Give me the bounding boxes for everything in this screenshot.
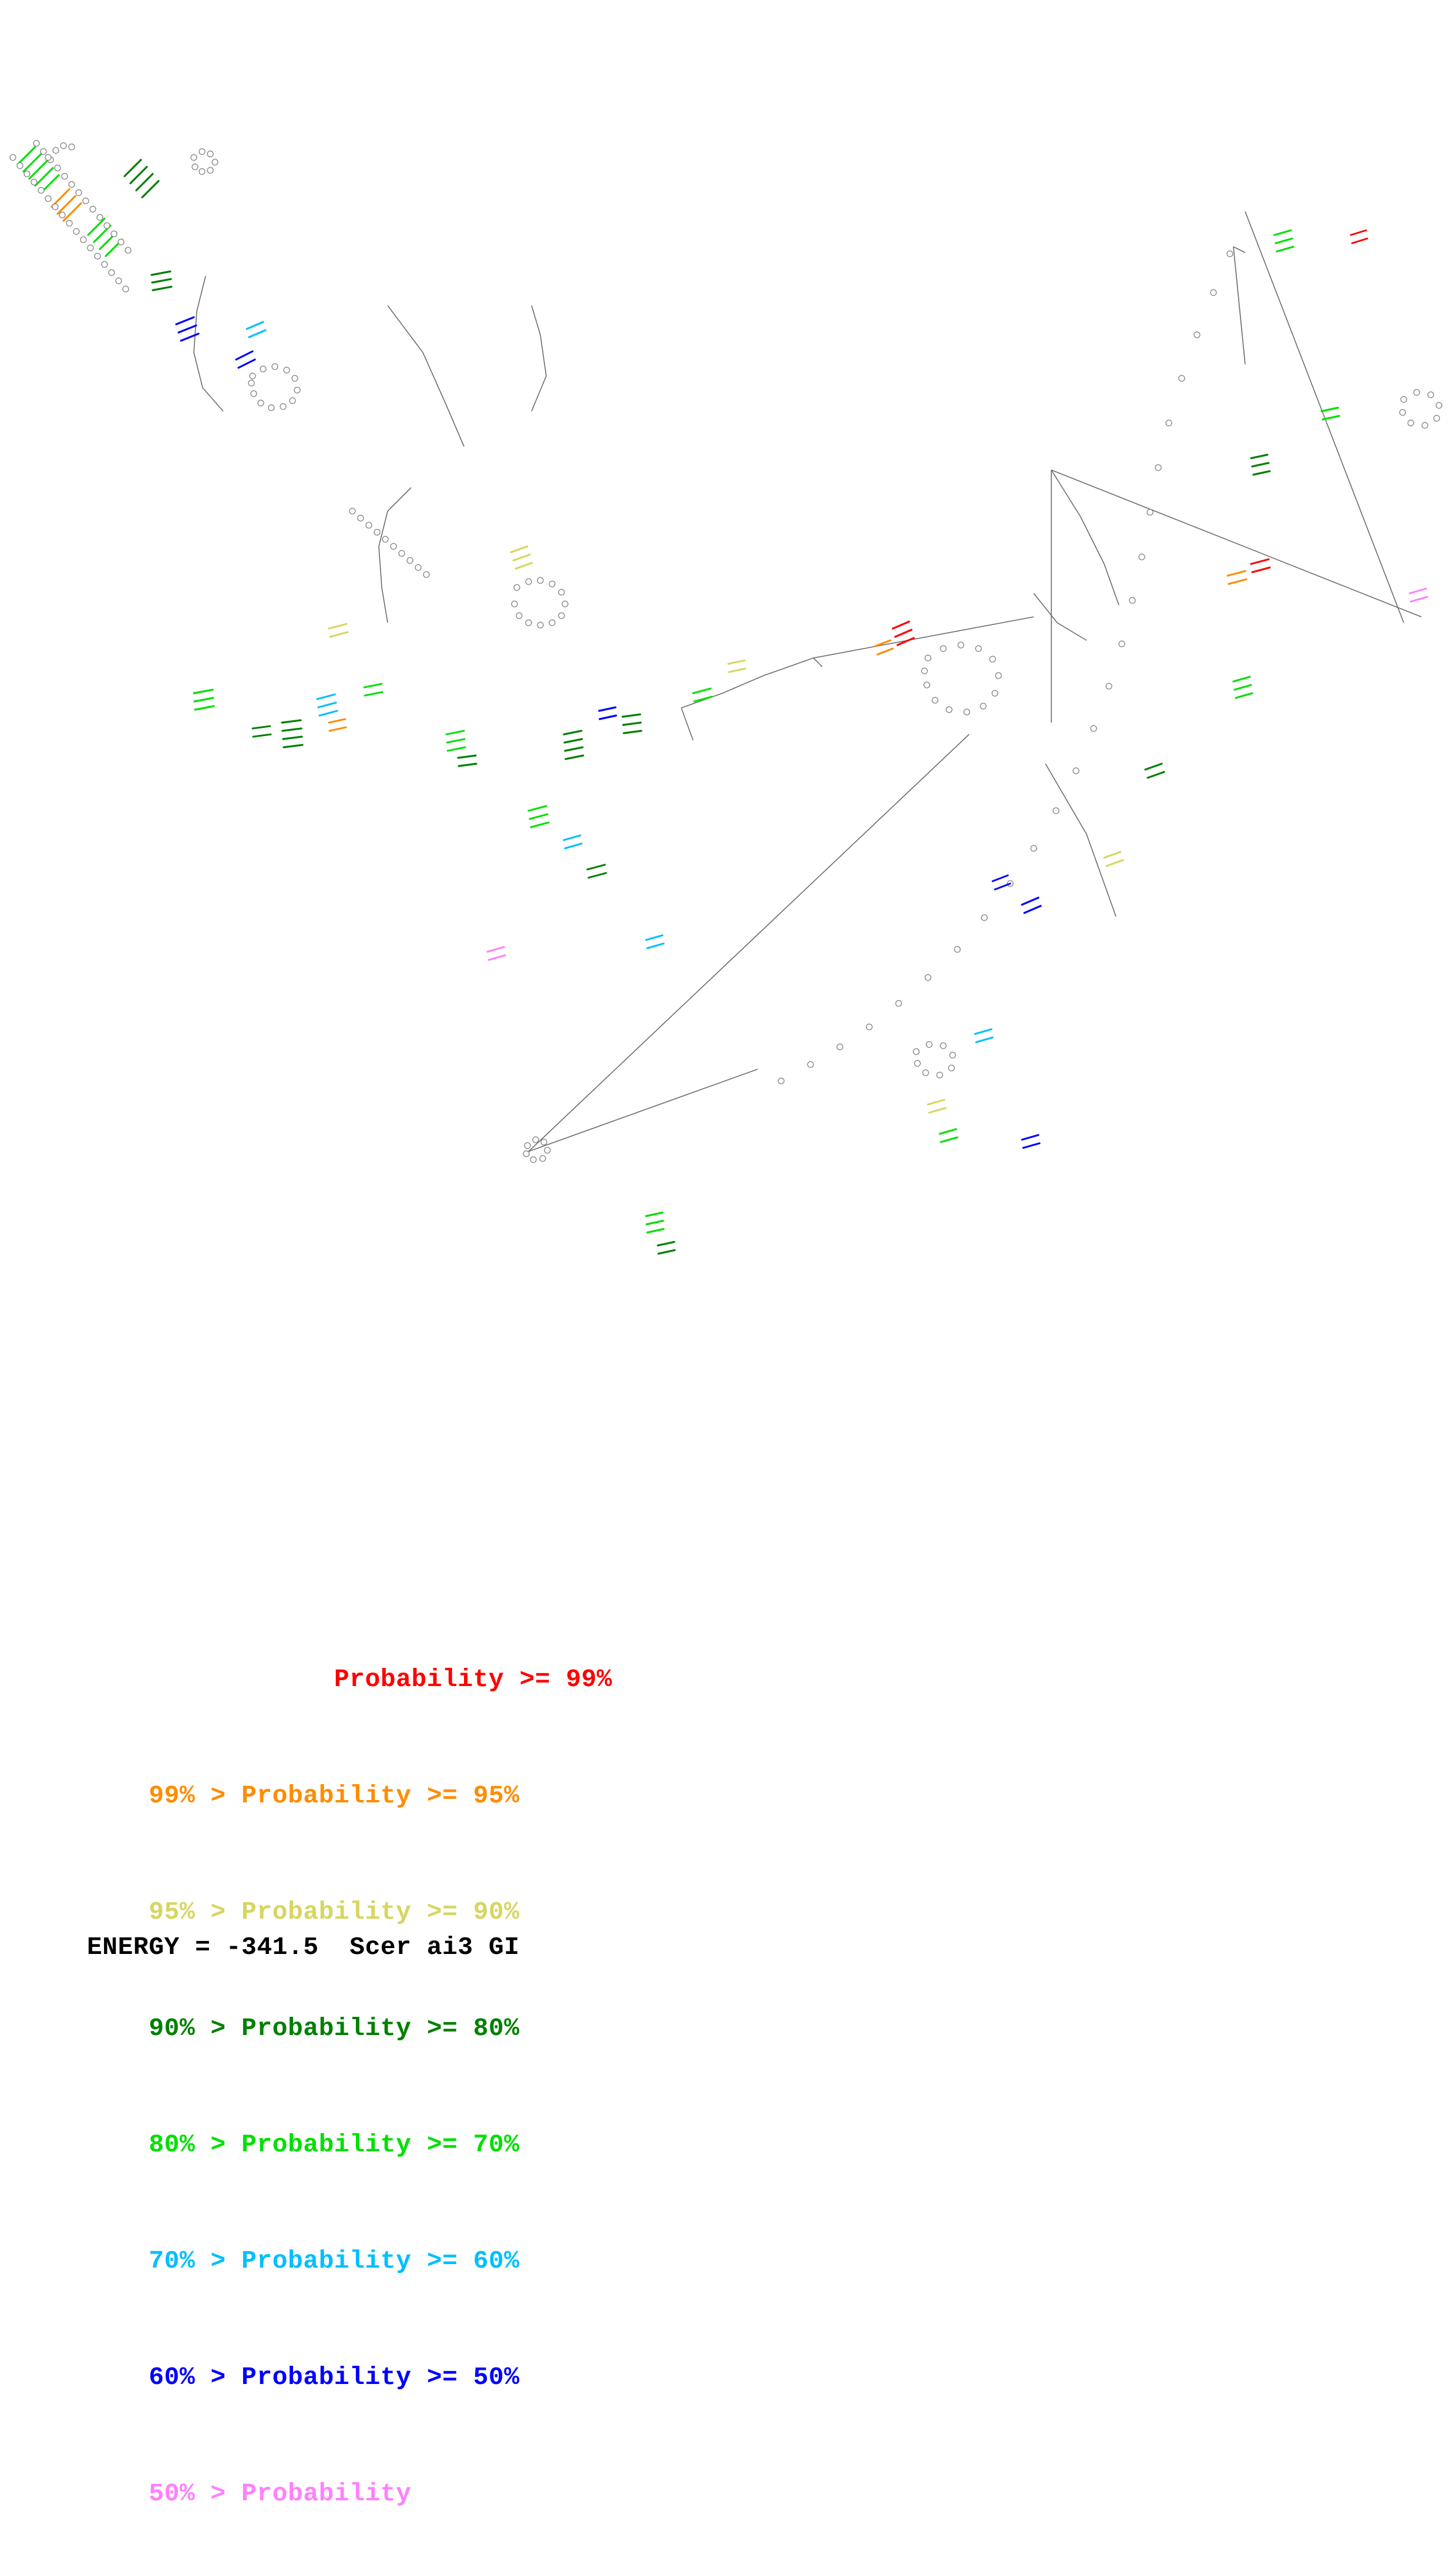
legend-text-3: Probability >= 80%	[241, 2014, 520, 2043]
legend-prefix-7: 50% >	[149, 2479, 242, 2508]
backbone-lines	[194, 211, 1421, 1151]
legend-prefix-2: 95% >	[149, 1898, 242, 1926]
stem-cluster-left	[253, 230, 1427, 1148]
energy-and-sequence-label: ENERGY = -341.5 Scer ai3 GI	[87, 1933, 520, 1962]
legend-text-5: Probability >= 60%	[241, 2247, 520, 2275]
legend-row-6	[87, 2319, 792, 2436]
legend-row-0	[87, 1621, 792, 1738]
legend-prefix-3: 90% >	[149, 2014, 242, 2043]
probability-legend	[87, 1621, 792, 2552]
legend-prefix-0	[149, 1665, 334, 1694]
legend-text-2: Probability >= 90%	[241, 1898, 520, 1926]
legend-text-1: Probability >= 95%	[241, 1781, 520, 1810]
legend-text-6: Probability >= 50%	[241, 2363, 520, 2392]
legend-row-7	[87, 2436, 792, 2552]
legend-prefix-6: 60% >	[149, 2363, 242, 2392]
nucleotide-backbone	[10, 140, 1442, 1163]
legend-row-1	[87, 1738, 792, 1854]
legend-prefix-1: 99% >	[149, 1781, 242, 1810]
legend-row-3	[87, 1970, 792, 2087]
legend-text-7: Probability	[241, 2479, 412, 2508]
legend-text-4: Probability >= 70%	[241, 2130, 520, 2159]
legend-row-5	[87, 2203, 792, 2319]
helices	[18, 147, 1339, 1254]
legend-prefix-5: 70% >	[149, 2247, 242, 2275]
legend-text-0: Probability >= 99%	[334, 1665, 613, 1694]
legend-row-4	[87, 2087, 792, 2203]
legend-prefix-4: 80% >	[149, 2130, 242, 2159]
